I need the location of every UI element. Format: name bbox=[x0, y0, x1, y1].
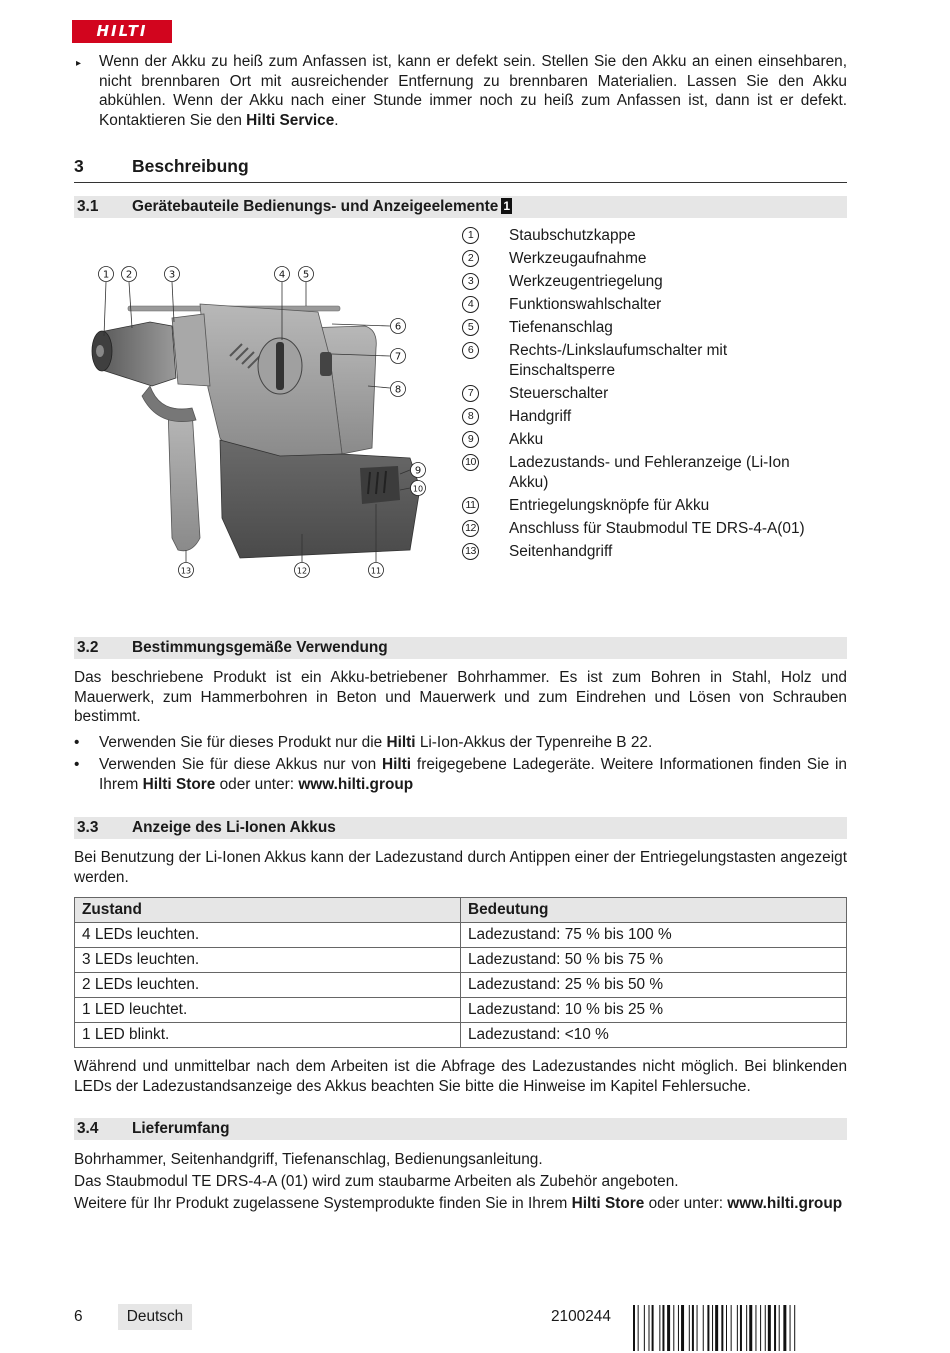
part-number: 6 bbox=[462, 342, 479, 359]
delivery-text-end: oder unter: bbox=[644, 1195, 728, 1212]
svg-text:1: 1 bbox=[102, 269, 110, 281]
part-item bbox=[462, 226, 852, 246]
part-item bbox=[462, 453, 852, 492]
part-item bbox=[462, 542, 852, 562]
svg-text:9: 9 bbox=[414, 465, 422, 477]
intro-bold: Hilti Service bbox=[246, 111, 335, 129]
table-cell: 3 LEDs leuchten. bbox=[75, 948, 461, 973]
part-label: Handgriff bbox=[509, 408, 572, 426]
led-note: Während und unmittelbar nach dem Arbeiten ist die Abfrage des Ladezustandes nicht möglich. Bei blinkenden LEDs der Ladezustandsanzeige des Akkus beachten Sie bitte die Hinweise im Kapitel Fehlersuche. bbox=[74, 1058, 847, 1095]
page-number: 6 bbox=[74, 1308, 83, 1325]
bullet-icon: • bbox=[74, 734, 80, 751]
delivery-text: Weitere für Ihr Produkt zugelassene Systemprodukte finden Sie in Ihrem bbox=[74, 1195, 572, 1212]
part-item bbox=[462, 295, 852, 315]
figure-ref-badge: 1 bbox=[503, 199, 511, 213]
table-row bbox=[75, 973, 847, 998]
part-number: 1 bbox=[462, 227, 479, 244]
part-number: 12 bbox=[462, 520, 479, 537]
bullet-text: Verwenden Sie für diese Akkus nur von bbox=[99, 756, 383, 773]
subsection-3-2-heading bbox=[74, 637, 847, 659]
svg-text:11: 11 bbox=[370, 566, 382, 576]
delivery-line-2: Das Staubmodul TE DRS-4-A (01) wird zum staubarme Arbeiten als Zubehör angeboten. bbox=[74, 1173, 679, 1190]
bullet-text-end: Li-Ion-Akkus der Typenreihe B 22. bbox=[415, 734, 653, 751]
svg-text:3: 3 bbox=[168, 269, 176, 281]
subsection-number: 3.2 bbox=[77, 639, 99, 656]
section-title: Beschreibung bbox=[132, 156, 249, 176]
bullet-text-mid: freigegebene Ladegeräte. Weitere Informationen finden Sie in Ihrem bbox=[99, 756, 847, 793]
svg-text:13: 13 bbox=[180, 566, 192, 576]
subsection-title bbox=[132, 196, 512, 218]
usage-bullet-2 bbox=[74, 755, 847, 794]
part-label: Akku bbox=[509, 431, 544, 449]
svg-text:5: 5 bbox=[302, 269, 310, 281]
intro-warning bbox=[74, 52, 847, 130]
part-item bbox=[462, 341, 852, 380]
svg-text:12: 12 bbox=[296, 566, 308, 576]
led-status-table bbox=[74, 897, 847, 1048]
part-item bbox=[462, 407, 852, 427]
table-row bbox=[75, 1023, 847, 1048]
part-label: Anschluss für Staubmodul TE DRS-4-A(01) bbox=[509, 520, 805, 538]
svg-text:2: 2 bbox=[125, 269, 133, 281]
bullet-text: Verwenden Sie für dieses Produkt nur die bbox=[99, 734, 387, 751]
table-cell: Ladezustand: <10 % bbox=[461, 1023, 847, 1048]
bullet-bold: Hilti bbox=[382, 756, 412, 773]
table-cell: Ladezustand: 10 % bis 25 % bbox=[461, 998, 847, 1023]
language-label: Deutsch bbox=[118, 1304, 192, 1330]
part-item bbox=[462, 496, 852, 516]
subsection-title: Bestimmungsgemäße Verwendung bbox=[132, 639, 388, 656]
logo-text: HILTI bbox=[96, 21, 148, 40]
svg-text:7: 7 bbox=[394, 351, 402, 363]
usage-paragraph: Das beschriebene Produkt ist ein Akku-betriebener Bohrhammer. Es ist zum Bohren in Stahl, Holz und Mauerwerk, zum Hammerbohren in Beton und Mauerwerk und zum Eindrehen und Lösen von Schrauben bestimmt. bbox=[74, 669, 847, 726]
part-number: 5 bbox=[462, 319, 479, 336]
part-number: 4 bbox=[462, 296, 479, 313]
table-header-row bbox=[75, 898, 847, 923]
document-code: 2100244 bbox=[551, 1308, 611, 1325]
part-number: 8 bbox=[462, 408, 479, 425]
svg-text:6: 6 bbox=[394, 321, 402, 333]
parts-list bbox=[462, 226, 852, 565]
table-row bbox=[75, 998, 847, 1023]
table-cell: 1 LED leuchtet. bbox=[75, 998, 461, 1023]
table-cell: Ladezustand: 75 % bis 100 % bbox=[461, 923, 847, 948]
bullet-icon: • bbox=[74, 756, 80, 773]
delivery-bold-store: Hilti Store bbox=[571, 1195, 645, 1212]
subsection-3-1-heading bbox=[74, 196, 847, 218]
bullet-bold: Hilti bbox=[386, 734, 416, 751]
table-header: Zustand bbox=[75, 898, 461, 923]
intro-end: . bbox=[334, 111, 339, 129]
section-3-heading bbox=[74, 157, 847, 183]
section-number: 3 bbox=[74, 156, 84, 176]
table-header: Bedeutung bbox=[461, 898, 847, 923]
part-label: Werkzeugaufnahme bbox=[509, 250, 647, 268]
part-item bbox=[462, 430, 852, 450]
part-label: Steuerschalter bbox=[509, 385, 609, 403]
intro-paragraph bbox=[99, 52, 847, 130]
rotary-hammer-illustration bbox=[80, 258, 440, 583]
delivery-line-3 bbox=[74, 1194, 847, 1214]
svg-text:8: 8 bbox=[394, 384, 402, 396]
led-paragraph: Bei Benutzung der Li-Ionen Akkus kann der Ladezustand durch Antippen einer der Entriegelungstasten angezeigt werden. bbox=[74, 849, 847, 886]
table-cell: 1 LED blinkt. bbox=[75, 1023, 461, 1048]
subsection-3-4-heading bbox=[74, 1118, 847, 1140]
part-number: 13 bbox=[462, 543, 479, 560]
part-number: 2 bbox=[462, 250, 479, 267]
subsection-number: 3.3 bbox=[77, 819, 99, 836]
part-item bbox=[462, 519, 852, 539]
bullet-bold-store: Hilti Store bbox=[142, 775, 216, 793]
table-row bbox=[75, 948, 847, 973]
subsection-title: Lieferumfang bbox=[132, 1120, 230, 1137]
subsection-title: Anzeige des Li-Ionen Akkus bbox=[132, 819, 336, 836]
bullet-text-end: oder unter: bbox=[215, 775, 299, 793]
part-item bbox=[462, 249, 852, 269]
part-number: 9 bbox=[462, 431, 479, 448]
table-cell: 2 LEDs leuchten. bbox=[75, 973, 461, 998]
table-cell: Ladezustand: 25 % bis 50 % bbox=[461, 973, 847, 998]
subsection-title-text: Gerätebauteile Bedienungs- und Anzeigeelemente bbox=[132, 198, 499, 215]
delivery-link: www.hilti.group bbox=[727, 1195, 843, 1212]
part-label: Funktionswahlschalter bbox=[509, 296, 662, 314]
barcode bbox=[633, 1305, 847, 1351]
part-number: 10 bbox=[462, 454, 479, 471]
triangle-bullet-icon: ▸ bbox=[76, 58, 82, 69]
table-cell: Ladezustand: 50 % bis 75 % bbox=[461, 948, 847, 973]
hilti-logo bbox=[72, 20, 172, 43]
part-item bbox=[462, 272, 852, 292]
part-number: 11 bbox=[462, 497, 479, 514]
delivery-line-1: Bohrhammer, Seitenhandgriff, Tiefenanschlag, Bedienungsanleitung. bbox=[74, 1151, 543, 1168]
part-number: 7 bbox=[462, 385, 479, 402]
subsection-number: 3.4 bbox=[77, 1120, 99, 1137]
part-label: Rechts-/Linkslaufumschalter mit Einschaltsperre bbox=[509, 342, 728, 380]
table-row bbox=[75, 923, 847, 948]
table-cell: 4 LEDs leuchten. bbox=[75, 923, 461, 948]
part-label: Tiefenanschlag bbox=[509, 319, 613, 337]
subsection-number: 3.1 bbox=[77, 198, 99, 215]
part-label: Staubschutzkappe bbox=[509, 227, 636, 244]
part-item bbox=[462, 318, 852, 338]
svg-text:10: 10 bbox=[412, 484, 424, 494]
usage-bullet-1 bbox=[74, 733, 847, 753]
intro-text: Wenn der Akku zu heiß zum Anfassen ist, kann er defekt sein. Stellen Sie den Akku an einen einsehbaren, nicht brennbaren Ort mit ausreichender Entfernung zu brennbaren Materialien. Lassen Sie den Akku abkühlen. Wenn der Akku nach einer Stunde immer noch zu heiß zum Anfassen ist, dann ist er defekt. Kontaktieren Sie den bbox=[99, 53, 847, 129]
svg-text:4: 4 bbox=[278, 269, 286, 281]
part-label: Seitenhandgriff bbox=[509, 543, 613, 561]
subsection-3-3-heading bbox=[74, 817, 847, 839]
bullet-link: www.hilti.group bbox=[298, 775, 414, 793]
part-item bbox=[462, 384, 852, 404]
part-number: 3 bbox=[462, 273, 479, 290]
part-label: Entriegelungsknöpfe für Akku bbox=[509, 497, 710, 515]
part-label: Werkzeugentriegelung bbox=[509, 273, 663, 291]
part-label: Ladezustands- und Fehleranzeige (Li-Ion Akku) bbox=[509, 454, 790, 492]
